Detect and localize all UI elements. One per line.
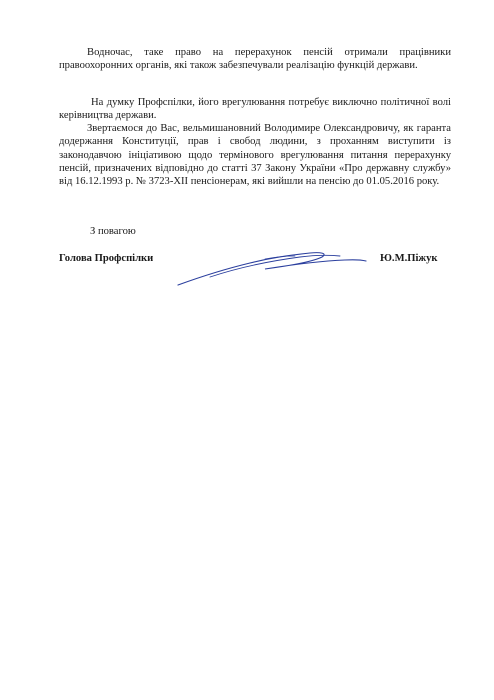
- closing-salutation: З повагою: [90, 226, 136, 237]
- paragraph-request-to-president: Звертаємося до Вас, вельмишановний Володимире Олександровичу, як гаранта додержання Конституції, прав і свобод людини, з проханням виступити із законодавчою ініціативою щодо термінового врегулювання питання перерахунку пенсій, призначених відповідно до статті 37 Закону України «Про державну службу» від 16.12.1993 р. № 3723-ХІІ пенсіонерам, які вийшли на пенсію до 01.05.2016 року.: [59, 123, 451, 188]
- signer-title: Голова Профспілки: [59, 253, 154, 264]
- handwritten-signature: [170, 243, 370, 289]
- paragraph-law-enforcement-right: Водночас, таке право на перерахунок пенсій отримали працівники правоохоронних органів, які також забезпечували реалізацію функцій держави.: [59, 47, 451, 72]
- signer-name: Ю.М.Піжук: [380, 253, 438, 264]
- paragraph-political-will: На думку Профспілки, його врегулювання потребує виключно політичної волі керівництва держави.: [59, 97, 451, 122]
